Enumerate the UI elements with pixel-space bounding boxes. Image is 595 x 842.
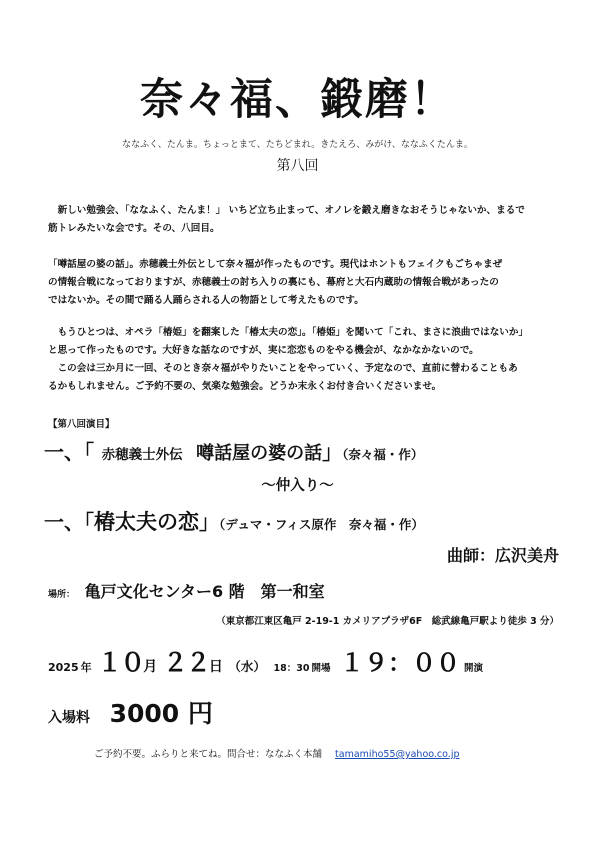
intro-paragraph-1 [48, 202, 553, 238]
start-label: 開演 [464, 663, 484, 674]
date-month: １０ [97, 648, 144, 677]
date-year: 2025 [48, 661, 79, 674]
text-line: ではないか。その間で踊る人踊らされる人の物語として考えたものです。 [48, 295, 364, 306]
fee-label: 入場料 [48, 710, 90, 726]
open-label: 開場 [311, 663, 331, 674]
contact-email-link[interactable]: tamamiho55@yahoo.co.jp [335, 749, 460, 760]
item-subtitle: 赤穂義士外伝 [101, 447, 183, 463]
date-year-unit: 年 [80, 661, 92, 674]
start-time: １９：００ [340, 649, 461, 677]
date-day-unit: 日 [208, 659, 223, 675]
text-line: もうひとつは、オペラ「椿姫」を翻案した「椿太夫の恋」。「椿姫」を聞いて「これ、まさに浪曲ではないか」 [48, 327, 529, 338]
text-line: 新しい勉強会、「ななふく、たんま！」 いちど立ち止まって、オノレを鍛え磨きなおそうじゃないか、まるで [48, 205, 525, 216]
open-bracket: 「 [84, 440, 94, 464]
venue-name: 亀戸文化センター6 階 第一和室 [84, 582, 325, 601]
text-line: の情報合戦になっておりますが、赤穂義士の討ち入りの裏にも、幕府と大石内蔵助の情報合戦があったの [48, 277, 499, 288]
open-time: 18：30 [273, 663, 310, 674]
item-credit: （奈々福・作） [342, 447, 424, 462]
date-day: ２２ [162, 648, 209, 677]
item-dash: 一、 [44, 440, 84, 464]
title-reading: ななふく、たんま。ちょっとまて、たちどまれ。きたえろ、みがけ、ななふくたんま。 [122, 140, 473, 150]
text-line: と思って作ったものです。大好きな話なのですが、実に恋恋ものをやる機会が、なかなかないので。 [48, 345, 479, 356]
close-bracket: 」 [322, 440, 343, 464]
page-title: 奈々福、鍛磨！ [140, 75, 455, 125]
item-dash: 一、 [44, 510, 84, 534]
text-line: 筋トレみたいな会です。その、八回目。 [48, 223, 220, 234]
fee-amount: 3000 円 [109, 699, 213, 728]
intro-paragraph-2 [48, 256, 553, 310]
intermission: 〜仲入り〜 [261, 478, 334, 494]
close-bracket: 」 [199, 510, 219, 534]
text-line: るかもしれません。ご予約不要の、気楽な勉強会。どうか末永くお付き合いくださいませ。 [48, 381, 442, 392]
event-date [48, 643, 483, 679]
item-title: 椿太夫の恋 [94, 510, 199, 534]
date-month-unit: 月 [143, 659, 158, 675]
date-weekday: （水） [228, 659, 266, 674]
venue [48, 579, 325, 602]
program-item-1 [44, 436, 423, 465]
shamisen-player: 曲師：広沢美舟 [446, 546, 559, 565]
text-line: この会は三か月に一回、そのとき奈々福がやりたいことをやっていく、予定なので、直前に替わることもあ [48, 363, 518, 374]
venue-address: （東京都江東区亀戸 2-19-1 カメリアプラザ6F 総武線亀戸駅より徒歩 3 分） [216, 616, 559, 627]
open-bracket: 「 [84, 510, 94, 534]
text-line: 「噂話屋の婆の話」。赤穂義士外伝として奈々福が作ったものです。現代はホントもフェイクもごちゃまぜ [48, 259, 503, 270]
intro-paragraph-3 [48, 324, 553, 396]
admission-fee [48, 694, 213, 730]
item-credit: （デュマ・フィス原作 奈々福・作） [219, 517, 424, 532]
program-label: 【第八回演目】 [48, 419, 115, 430]
venue-label: 場所： [48, 590, 76, 600]
footer-contact [94, 746, 459, 760]
footer-text: ご予約不要。ふらりと来てね。問合せ：ななふく本舗 [94, 749, 323, 760]
program-item-2 [44, 506, 424, 536]
session-number: 第八回 [276, 158, 319, 174]
item-title: 噂話屋の婆の話 [196, 443, 323, 464]
